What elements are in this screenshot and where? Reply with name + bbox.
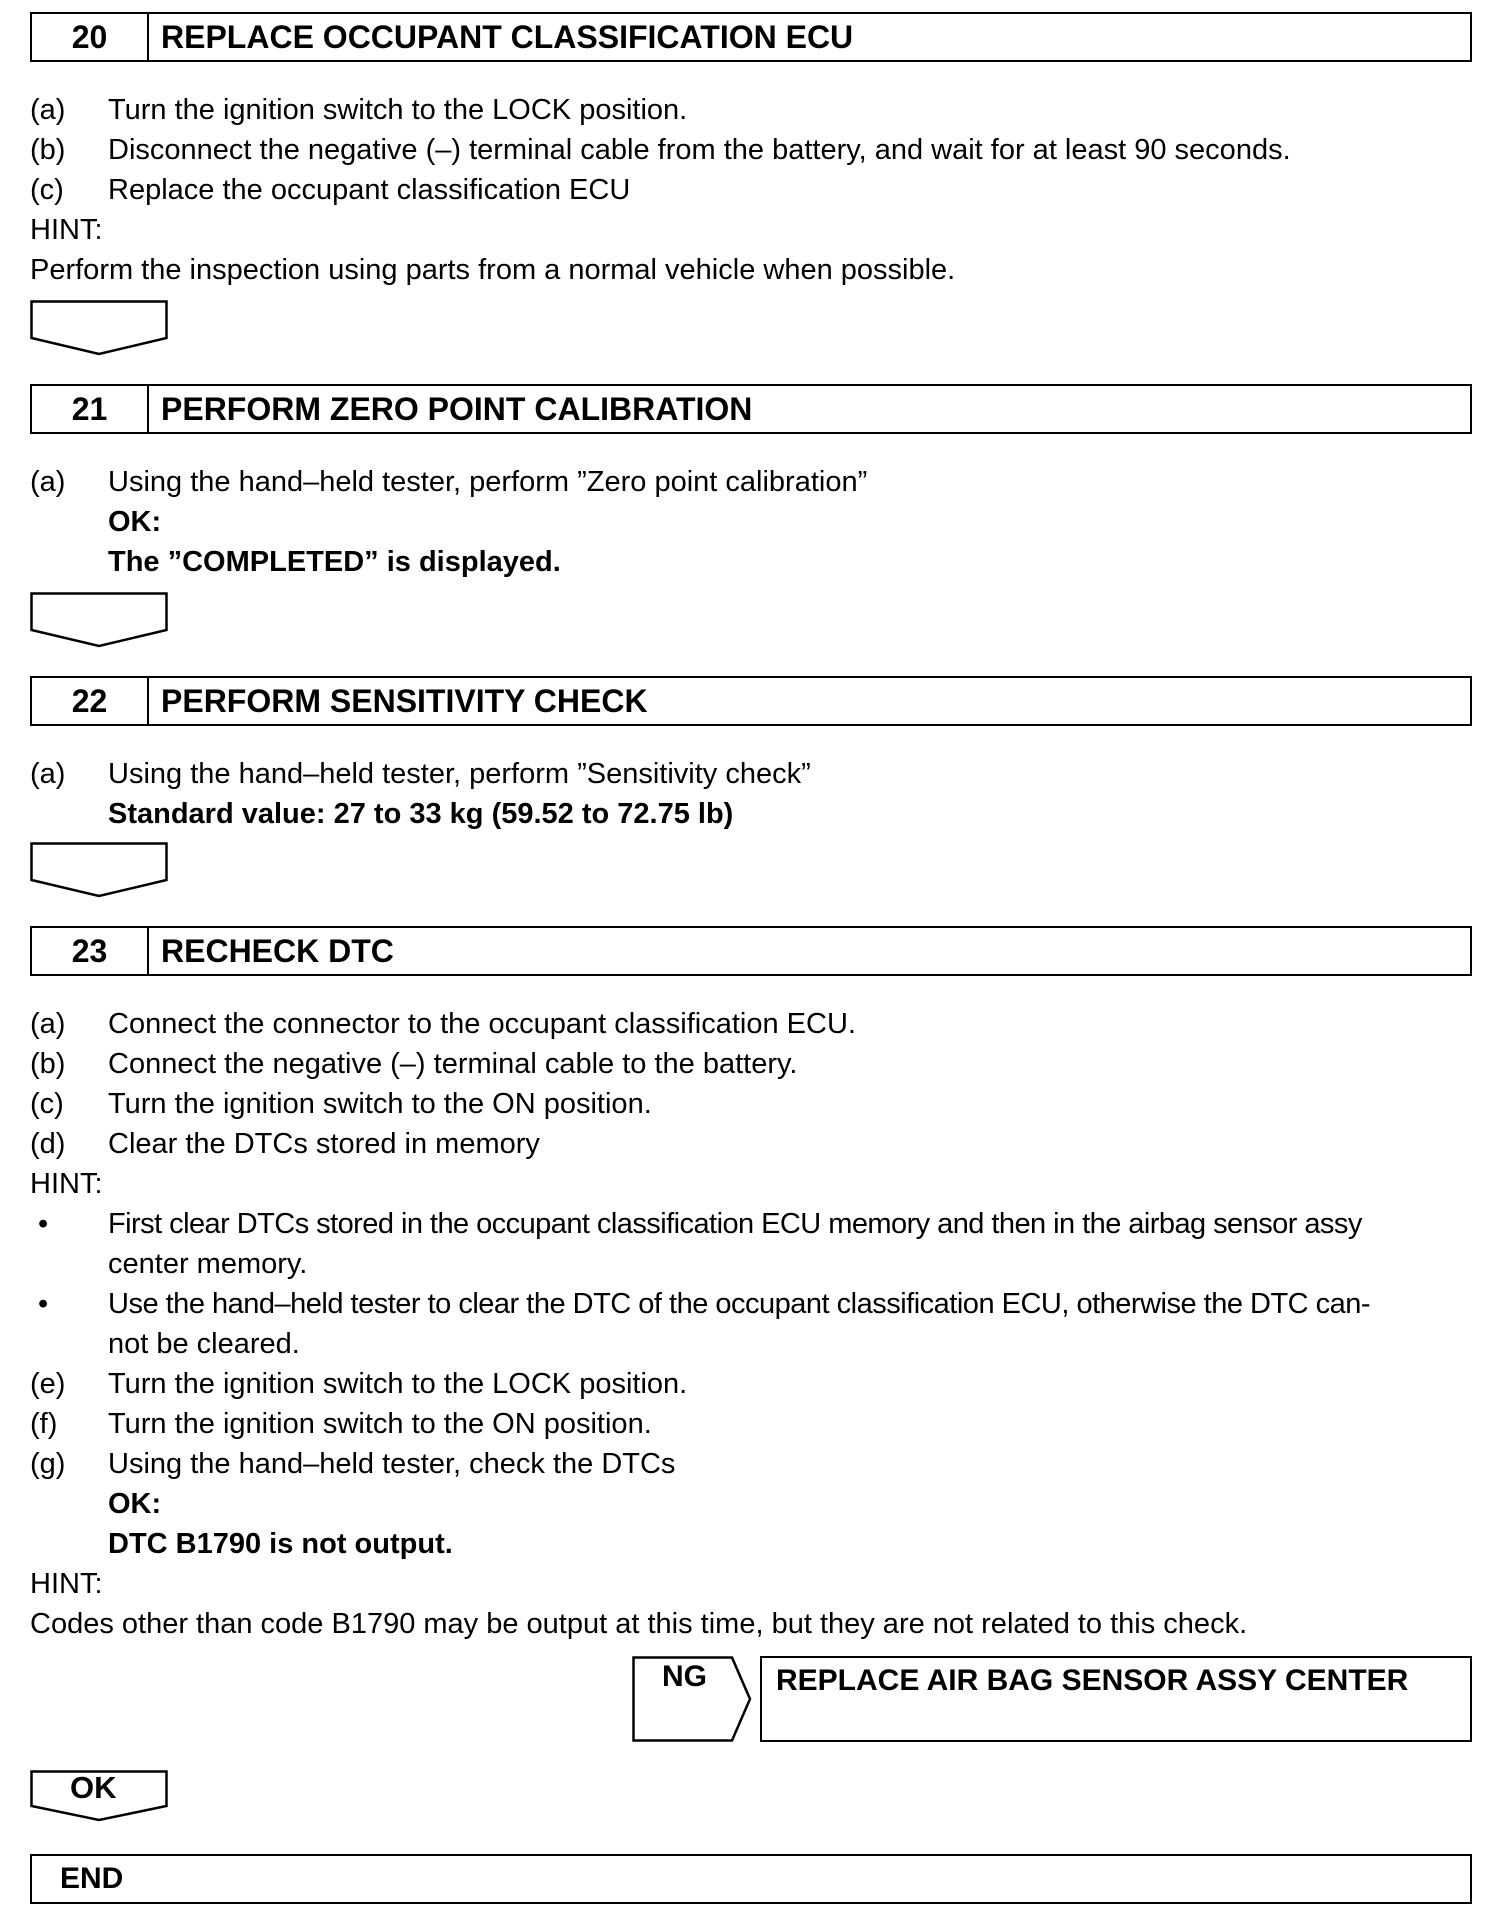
step-23-item-e (30, 1364, 687, 1404)
flow-arrow-icon (30, 592, 168, 648)
bullet-icon: • (38, 1288, 49, 1320)
step-number: 20 (32, 14, 149, 60)
hint-label: HINT: (30, 1168, 103, 1200)
step-23-item-a (30, 1004, 856, 1044)
step-title: PERFORM ZERO POINT CALIBRATION (161, 390, 753, 427)
ok-criteria: DTC B1790 is not output. (108, 1528, 453, 1560)
step-20-header (30, 12, 1472, 62)
bullet-text-line: center memory. (108, 1248, 308, 1280)
flow-arrow-icon (30, 300, 168, 356)
item-text: Turn the ignition switch to the LOCK position. (108, 94, 688, 126)
ng-result-box: REPLACE AIR BAG SENSOR ASSY CENTER (760, 1656, 1472, 1742)
item-text: Turn the ignition switch to the ON position. (108, 1408, 652, 1440)
item-label: (c) (30, 174, 64, 206)
item-label: (a) (30, 94, 66, 126)
item-label: (g) (30, 1448, 66, 1480)
hint-label: HINT: (30, 1568, 103, 1600)
item-text: Clear the DTCs stored in memory (108, 1128, 540, 1160)
hint-text: Perform the inspection using parts from a normal vehicle when possible. (30, 254, 956, 286)
item-text: Connect the negative (–) terminal cable to the battery. (108, 1048, 798, 1080)
step-21-item-a (30, 462, 867, 502)
step-23-item-b (30, 1044, 797, 1084)
step-20-item-a (30, 90, 687, 130)
step-title: PERFORM SENSITIVITY CHECK (161, 682, 648, 719)
item-label: (e) (30, 1368, 66, 1400)
step-23-item-c (30, 1084, 652, 1124)
step-number: 22 (32, 678, 149, 724)
item-text: Using the hand–held tester, perform ”Zero point calibration” (108, 466, 868, 498)
item-label: (a) (30, 466, 66, 498)
step-23-item-g (30, 1444, 675, 1484)
step-number: 23 (32, 928, 149, 974)
item-label: (a) (30, 1008, 66, 1040)
end-label: END (60, 1862, 124, 1895)
hint-label: HINT: (30, 214, 103, 246)
bullet-text-line: Use the hand–held tester to clear the DTC of the occupant classification ECU, otherwise the DTC can- (108, 1288, 1371, 1320)
item-label: (b) (30, 134, 66, 166)
step-22-item-a (30, 754, 811, 794)
step-22-header (30, 676, 1472, 726)
step-20-item-b (30, 130, 1291, 170)
step-23-item-d (30, 1124, 540, 1164)
step-23-item-f (30, 1404, 652, 1444)
item-text: Connect the connector to the occupant classification ECU. (108, 1008, 856, 1040)
item-text: Disconnect the negative (–) terminal cable from the battery, and wait for at least 90 seconds. (108, 134, 1291, 166)
step-title: RECHECK DTC (161, 932, 394, 969)
ok-label: OK: (108, 1488, 162, 1520)
item-label: (c) (30, 1088, 64, 1120)
ok-flow-label: OK (70, 1770, 117, 1805)
step-20-item-c (30, 170, 630, 210)
item-label: (f) (30, 1408, 58, 1440)
step-23-header (30, 926, 1472, 976)
end-box (30, 1854, 1472, 1904)
step-21-header (30, 384, 1472, 434)
item-label: (d) (30, 1128, 66, 1160)
item-text: Turn the ignition switch to the ON position. (108, 1088, 652, 1120)
hint-text: Codes other than code B1790 may be output at this time, but they are not related to this check. (30, 1608, 1248, 1640)
item-label: (a) (30, 758, 66, 790)
item-text: Using the hand–held tester, perform ”Sensitivity check” (108, 758, 811, 790)
step-title: REPLACE OCCUPANT CLASSIFICATION ECU (161, 18, 854, 55)
item-text: Using the hand–held tester, check the DTCs (108, 1448, 676, 1480)
bullet-icon: • (38, 1208, 49, 1240)
bullet-text-line: not be cleared. (108, 1328, 300, 1360)
item-text: Turn the ignition switch to the LOCK position. (108, 1368, 688, 1400)
step-number: 21 (32, 386, 149, 432)
item-text: Replace the occupant classification ECU (108, 174, 631, 206)
ng-label: NG (662, 1660, 707, 1693)
flow-arrow-icon (30, 842, 168, 898)
ok-criteria: The ”COMPLETED” is displayed. (108, 546, 561, 578)
standard-value: Standard value: 27 to 33 kg (59.52 to 72.75 lb) (108, 798, 734, 830)
item-label: (b) (30, 1048, 66, 1080)
bullet-text-line: First clear DTCs stored in the occupant classification ECU memory and then in the airbag sensor assy (108, 1208, 1362, 1240)
ok-label: OK: (108, 506, 162, 538)
